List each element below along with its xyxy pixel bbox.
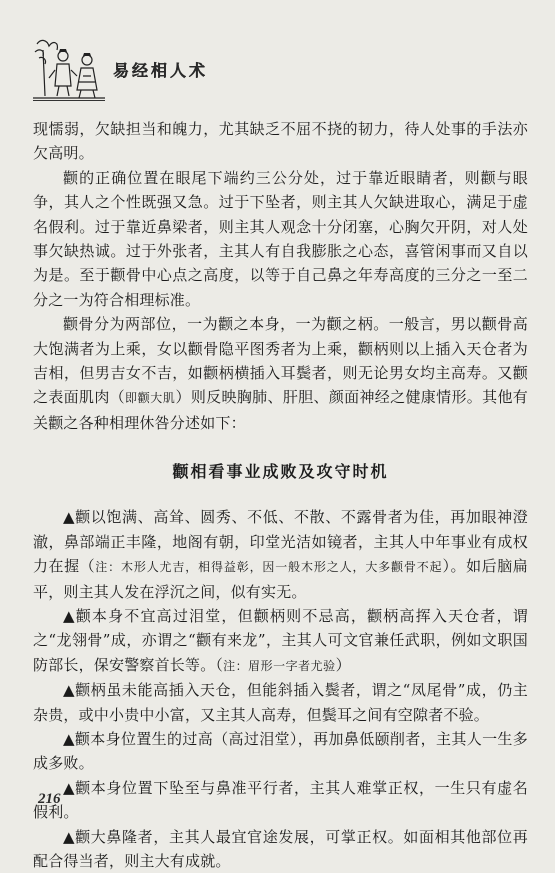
page-header (33, 36, 523, 104)
book-title: 易经相人术 (113, 61, 209, 80)
section-title: 颧相看事业成败及攻守时机 (172, 462, 389, 482)
paragraph-1: 现懦弱，欠缺担当和魄力，尤其缺乏不屈不挠的韧力，待人处事的手法亦欠高明。 (33, 120, 528, 163)
body-text (33, 117, 528, 873)
section-paragraph-4: ▲颧本身位置生的过高（高过泪堂），再加鼻低颐削者，主其人一生多成多败。 (33, 729, 528, 773)
inline-note: 高过泪堂 (228, 729, 290, 748)
section-paragraph-5: ▲颧本身位置下坠至与鼻准平行者，主其人难掌正权，一生只有虚名假利。 (33, 778, 528, 822)
inline-note: 即颧大肌 (124, 391, 176, 406)
section-paragraph-1: ▲颧以饱满、高耸、圆秀、不低、不散、不露骨者为佳，再加眼神澄澈，鼻部端正丰隆，地阁有朝，印堂光洁如镜者，主其人中年事业有成权力在握（注：木形人尤吉，相得益彰，因一般木形之人，大多颧骨不起）。如后脑扁平，则主其人发在浮沉之间，似有实无。 (33, 508, 528, 601)
section-paragraph-6: ▲颧大鼻隆者，主其人最宜官途发展，可掌正权。如面相其他部位再配合得当者，则主大有成就。 (33, 827, 528, 870)
section-paragraph-2: ▲颧本身不宜高过泪堂，但颧柄则不忌高，颧柄高挥入天仓者，谓之“龙翎骨”成，亦谓之“颧有来龙”，主其人可文官兼任武职，例如文职国防部长，保安警察首长等。（注：眉形一字者尤验） (33, 606, 528, 674)
paragraph-3: 颧骨分为两部位，一为颧之本身，一为颧之柄。一般言，男以颧骨高大饱满者为上乘，女以颧骨隐平图秀者为上乘，颧柄则以上插入天仓者为吉相，但男吉女不吉，如颧柄横插入耳鬓者，则无论男女均主高寿。又颧之表面肌肉（即颧大肌）则反映胸肺、肝胆、颜面神经之健康情形。其他有关颧之各种相理休咎分述如下： (33, 315, 528, 432)
paragraph-2: 颧的正确位置在眼尾下端约三公分处，过于靠近眼睛者，则颧与眼争，其人之个性既强又急。过于下坠者，则主其人欠缺进取心，满足于虚名假利。过于靠近鼻梁者，则主其人观念十分闭塞，心胸欠开阴，对人处事欠缺热诚。过于外张者，主其人有自我膨胀之心态，喜管闲事而又自以为是。至于颧骨中心点之高度，以等于自己鼻之年寿高度的三分之一至二分之一为符合相理标准。 (33, 168, 528, 309)
inline-note: 注：眉形一字者尤验 (223, 658, 336, 673)
header-illustration-icon (33, 36, 105, 101)
inline-note: 注：木形人尤吉，相得益彰，因一般木形之人，大多颧骨不起 (95, 560, 443, 575)
page-number: 216 (38, 791, 61, 807)
section-paragraph-3: ▲颧柄虽未能高插入天仓，但能斜插入鬓者，谓之“凤尾骨”成，仍主杂贵，或中小贵中小富，又主其人高寿，但鬓耳之间有空隙者不验。 (33, 681, 528, 724)
